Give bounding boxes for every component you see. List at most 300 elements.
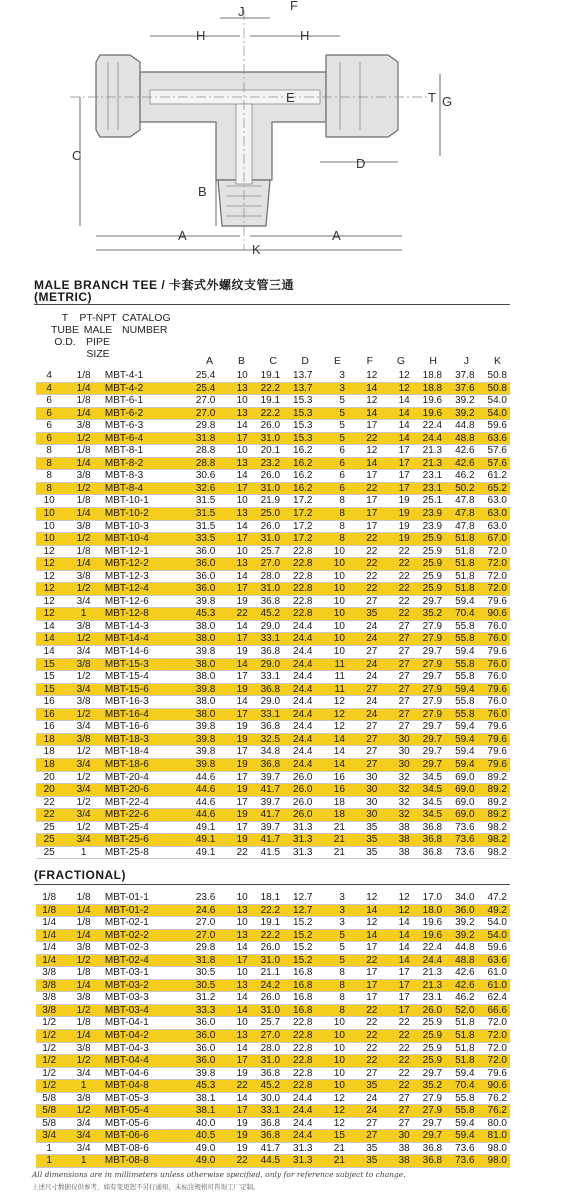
header-catalog-number: CATALOG NUMBER (122, 312, 171, 336)
table-cell: 14 (380, 929, 412, 942)
table-cell: 19 (218, 683, 250, 696)
table-cell: 31.0 (251, 432, 283, 445)
table-cell: 1/4 (62, 979, 105, 992)
table-cell: 59.4 (445, 1130, 477, 1143)
catalog-number-cell: MBT-8-3 (105, 470, 186, 483)
catalog-number-cell: MBT-10-2 (105, 508, 186, 521)
metric-row (36, 809, 510, 822)
metric-row (36, 432, 510, 445)
table-cell: 3/4 (62, 721, 105, 734)
table-cell: 49.1 (186, 846, 218, 859)
catalog-number-cell: MBT-04-4 (105, 1055, 186, 1068)
catalog-number-cell: MBT-01-2 (105, 904, 186, 917)
table-cell: 3 (316, 904, 348, 917)
table-cell: 24 (348, 1092, 380, 1105)
table-cell: 22.8 (283, 558, 315, 571)
table-cell: 27 (348, 758, 380, 771)
catalog-number-cell: MBT-02-1 (105, 917, 186, 930)
table-cell: 22 (380, 1080, 412, 1093)
table-cell: 24.4 (283, 1092, 315, 1105)
table-cell: 35 (348, 1142, 380, 1155)
metric-row (36, 633, 510, 646)
table-cell: 14 (380, 395, 412, 408)
table-cell: 14 (316, 758, 348, 771)
table-cell: 45.3 (186, 1080, 218, 1093)
table-cell: 30.5 (186, 967, 218, 980)
table-cell: 20.1 (251, 445, 283, 458)
header-dim-g: G (396, 355, 405, 367)
table-cell: 51.8 (445, 1042, 477, 1055)
table-cell: 3/4 (62, 1130, 105, 1143)
table-cell: 10 (316, 1055, 348, 1068)
table-cell: 13 (218, 929, 250, 942)
table-cell: 12 (348, 445, 380, 458)
table-cell: 31.8 (186, 954, 218, 967)
table-cell: 12.7 (283, 904, 315, 917)
catalog-number-cell: MBT-05-4 (105, 1105, 186, 1118)
metric-row (36, 482, 510, 495)
header-dim-j: J (463, 355, 469, 367)
table-cell: 22 (380, 1055, 412, 1068)
catalog-number-cell: MBT-15-4 (105, 671, 186, 684)
table-cell: 14 (218, 620, 250, 633)
table-cell: 80.0 (478, 1117, 510, 1130)
metric-row (36, 558, 510, 571)
table-cell: 59.4 (445, 733, 477, 746)
table-cell: 1/2 (36, 1030, 62, 1043)
table-cell: 26.0 (251, 520, 283, 533)
table-cell: 24.4 (283, 708, 315, 721)
table-cell: 69.0 (445, 771, 477, 784)
table-cell: 44.6 (186, 771, 218, 784)
table-cell: 22 (218, 1080, 250, 1093)
table-cell: 27.9 (413, 696, 445, 709)
catalog-number-cell: MBT-03-2 (105, 979, 186, 992)
table-cell: 19 (218, 595, 250, 608)
table-cell: 59.4 (445, 721, 477, 734)
table-cell: 1/8 (62, 495, 105, 508)
table-cell: 3/4 (62, 595, 105, 608)
table-cell: 10 (316, 1080, 348, 1093)
table-cell: 79.6 (478, 733, 510, 746)
table-cell: 21 (316, 1142, 348, 1155)
table-cell: 42.6 (445, 457, 477, 470)
table-cell: 10 (218, 395, 250, 408)
table-cell: 63.6 (478, 432, 510, 445)
metric-row (36, 495, 510, 508)
table-cell: 21 (316, 1155, 348, 1168)
table-cell: 6 (36, 407, 62, 420)
table-cell: 55.8 (445, 633, 477, 646)
table-cell: 17 (348, 979, 380, 992)
catalog-number-cell: MBT-04-3 (105, 1042, 186, 1055)
table-cell: 38.1 (186, 1105, 218, 1118)
table-cell: 69.0 (445, 796, 477, 809)
table-cell: 3/4 (62, 758, 105, 771)
table-cell: 39.8 (186, 595, 218, 608)
dim-label-a-right: A (332, 228, 341, 243)
table-cell: 59.4 (445, 1067, 477, 1080)
table-cell: 3/8 (36, 1004, 62, 1017)
table-cell: 37.6 (445, 382, 477, 395)
table-cell: 6 (316, 445, 348, 458)
metric-row (36, 583, 510, 596)
table-cell: 22.4 (413, 420, 445, 433)
table-cell: 30 (348, 784, 380, 797)
table-cell: 4 (36, 382, 62, 395)
table-cell: 31.0 (251, 1055, 283, 1068)
table-cell: 41.7 (251, 809, 283, 822)
metric-row (36, 407, 510, 420)
catalog-number-cell: MBT-10-1 (105, 495, 186, 508)
metric-row (36, 545, 510, 558)
table-cell: 24.4 (283, 683, 315, 696)
table-cell: 10 (316, 620, 348, 633)
table-cell: 14 (348, 382, 380, 395)
metric-table (36, 370, 510, 859)
table-cell: 17 (380, 967, 412, 980)
table-cell: 31.3 (283, 821, 315, 834)
table-cell: 10 (36, 520, 62, 533)
table-cell: 73.6 (445, 821, 477, 834)
table-cell: 27.0 (186, 929, 218, 942)
table-cell: 27 (348, 1130, 380, 1143)
table-cell: 17 (218, 633, 250, 646)
table-cell: 76.0 (478, 671, 510, 684)
table-cell: 8 (316, 495, 348, 508)
table-cell: 29.8 (186, 942, 218, 955)
header-dim-a: A (205, 355, 213, 367)
table-cell: 22.2 (251, 929, 283, 942)
table-cell: 16 (36, 721, 62, 734)
metric-row (36, 784, 510, 797)
table-cell: 22 (348, 570, 380, 583)
table-cell: 14 (218, 1042, 250, 1055)
metric-row (36, 457, 510, 470)
table-cell: 30 (348, 809, 380, 822)
table-cell: 1/4 (62, 457, 105, 470)
table-cell: 3/4 (62, 1142, 105, 1155)
catalog-number-cell: MBT-8-4 (105, 482, 186, 495)
fractional-row (36, 1067, 510, 1080)
table-cell: 12.7 (283, 892, 315, 904)
table-cell: 38.0 (186, 696, 218, 709)
table-cell: 14 (218, 1004, 250, 1017)
table-cell: 24.6 (186, 904, 218, 917)
table-cell: 12 (348, 395, 380, 408)
table-cell: 32 (380, 784, 412, 797)
table-cell: 24 (348, 658, 380, 671)
table-cell: 3 (316, 382, 348, 395)
table-cell: 17 (348, 992, 380, 1005)
table-cell: 1/2 (36, 1017, 62, 1030)
table-cell: 42.6 (445, 967, 477, 980)
table-cell: 16.2 (283, 470, 315, 483)
table-cell: 24.4 (283, 758, 315, 771)
table-cell: 14 (380, 954, 412, 967)
table-cell: 11 (316, 683, 348, 696)
table-cell: 1/8 (62, 917, 105, 930)
table-cell: 5 (316, 929, 348, 942)
table-cell: 30.5 (186, 979, 218, 992)
table-cell: 22 (380, 570, 412, 583)
table-cell: 26.0 (251, 470, 283, 483)
table-cell: 38 (380, 1142, 412, 1155)
table-cell: 14 (348, 407, 380, 420)
table-cell: 26.0 (413, 1004, 445, 1017)
fractional-row (36, 967, 510, 980)
table-cell: 25.9 (413, 558, 445, 571)
table-cell: 5 (316, 407, 348, 420)
table-cell: 22 (218, 846, 250, 859)
table-cell: 1/2 (62, 633, 105, 646)
table-cell: 29.7 (413, 746, 445, 759)
table-cell: 23.9 (413, 520, 445, 533)
table-cell: 22.8 (283, 1017, 315, 1030)
table-cell: 39.7 (251, 796, 283, 809)
table-cell: 28.0 (251, 1042, 283, 1055)
table-cell: 36.8 (251, 1117, 283, 1130)
table-cell: 47.8 (445, 508, 477, 521)
table-cell: 14 (36, 633, 62, 646)
table-cell: 51.8 (445, 570, 477, 583)
table-cell: 62.4 (478, 992, 510, 1005)
table-cell: 52.0 (445, 1004, 477, 1017)
table-cell: 13 (218, 979, 250, 992)
table-cell: 19 (218, 1130, 250, 1143)
table-cell: 72.0 (478, 558, 510, 571)
table-cell: 22.8 (283, 1055, 315, 1068)
table-cell: 37.8 (445, 370, 477, 382)
table-cell: 16 (316, 771, 348, 784)
table-cell: 1/4 (36, 917, 62, 930)
table-cell: 14 (380, 407, 412, 420)
table-cell: 19 (218, 733, 250, 746)
table-cell: 38 (380, 1155, 412, 1168)
table-cell: 23.2 (251, 457, 283, 470)
table-cell: 29.7 (413, 646, 445, 659)
table-cell: 40.5 (186, 1130, 218, 1143)
catalog-number-cell: MBT-03-1 (105, 967, 186, 980)
metric-row (36, 696, 510, 709)
metric-row (36, 834, 510, 847)
table-cell: 15.2 (283, 954, 315, 967)
table-cell: 18 (36, 746, 62, 759)
table-cell: 35 (348, 608, 380, 621)
table-cell: 27 (348, 746, 380, 759)
table-cell: 23.6 (186, 892, 218, 904)
table-cell: 15.3 (283, 420, 315, 433)
catalog-number-cell: MBT-06-6 (105, 1130, 186, 1143)
table-cell: 31.5 (186, 520, 218, 533)
table-cell: 5 (316, 432, 348, 445)
table-cell: 1 (62, 608, 105, 621)
table-cell: 1 (62, 1155, 105, 1168)
table-cell: 10 (316, 570, 348, 583)
table-cell: 25.4 (186, 382, 218, 395)
catalog-number-cell: MBT-08-6 (105, 1142, 186, 1155)
table-cell: 69.0 (445, 809, 477, 822)
table-cell: 48.8 (445, 954, 477, 967)
table-cell: 31.0 (251, 583, 283, 596)
table-cell: 59.4 (445, 646, 477, 659)
table-cell: 34.8 (251, 746, 283, 759)
table-cell: 3 (316, 370, 348, 382)
table-cell: 17 (218, 482, 250, 495)
table-cell: 55.8 (445, 1092, 477, 1105)
table-cell: 17.2 (283, 508, 315, 521)
table-cell: 1/4 (62, 558, 105, 571)
table-cell: 3/4 (62, 1117, 105, 1130)
table-cell: 38.0 (186, 708, 218, 721)
table-cell: 79.6 (478, 1067, 510, 1080)
table-cell: 34.5 (413, 809, 445, 822)
table-cell: 21 (316, 821, 348, 834)
table-cell: 22 (348, 583, 380, 596)
catalog-number-cell: MBT-14-4 (105, 633, 186, 646)
table-cell: 76.0 (478, 708, 510, 721)
table-cell: 98.0 (478, 1142, 510, 1155)
table-cell: 27 (348, 733, 380, 746)
table-cell: 57.6 (478, 457, 510, 470)
fractional-row (36, 892, 510, 904)
table-cell: 19.1 (251, 395, 283, 408)
table-cell: 16.8 (283, 967, 315, 980)
table-cell: 15 (316, 1130, 348, 1143)
table-cell: 10 (36, 495, 62, 508)
table-cell: 65.2 (478, 482, 510, 495)
table-cell: 10 (218, 917, 250, 930)
table-cell: 29.8 (186, 420, 218, 433)
table-cell: 16.2 (283, 445, 315, 458)
table-cell: 36.8 (413, 821, 445, 834)
table-cell: 47.8 (445, 495, 477, 508)
metric-row (36, 520, 510, 533)
table-cell: 1/4 (62, 929, 105, 942)
metric-row (36, 821, 510, 834)
table-cell: 15.2 (283, 942, 315, 955)
table-cell: 38.0 (186, 633, 218, 646)
table-cell: 55.8 (445, 671, 477, 684)
table-cell: 26.0 (251, 420, 283, 433)
table-cell: 29.7 (413, 733, 445, 746)
header-dim-c: C (269, 355, 277, 367)
table-cell: 13 (218, 558, 250, 571)
table-cell: 1/4 (36, 942, 62, 955)
fractional-row (36, 904, 510, 917)
metric-row (36, 595, 510, 608)
catalog-number-cell: MBT-10-4 (105, 533, 186, 546)
table-cell: 57.6 (478, 445, 510, 458)
table-cell: 27 (348, 1117, 380, 1130)
table-cell: 19.6 (413, 407, 445, 420)
table-cell: 22 (380, 545, 412, 558)
table-cell: 17 (348, 967, 380, 980)
table-cell: 17 (218, 746, 250, 759)
table-cell: 3/8 (62, 470, 105, 483)
table-cell: 50.8 (478, 382, 510, 395)
table-cell: 44.5 (251, 1155, 283, 1168)
table-cell: 8 (316, 967, 348, 980)
table-cell: 18 (36, 733, 62, 746)
table-cell: 41.7 (251, 1142, 283, 1155)
table-cell: 1/8 (62, 370, 105, 382)
table-cell: 45.2 (251, 608, 283, 621)
table-cell: 14 (380, 917, 412, 930)
table-cell: 19.1 (251, 917, 283, 930)
table-cell: 59.4 (445, 595, 477, 608)
table-cell: 73.6 (445, 1142, 477, 1155)
table-cell: 18.0 (413, 904, 445, 917)
table-cell: 38 (380, 834, 412, 847)
catalog-number-cell: MBT-10-3 (105, 520, 186, 533)
dim-label-j: J (238, 4, 245, 19)
table-cell: 19.6 (413, 395, 445, 408)
table-cell: 12 (36, 583, 62, 596)
catalog-number-cell: MBT-04-6 (105, 1067, 186, 1080)
table-cell: 47.2 (478, 892, 510, 904)
table-cell: 12 (348, 917, 380, 930)
table-cell: 21 (316, 846, 348, 859)
table-cell: 51.8 (445, 1055, 477, 1068)
dim-label-g: G (442, 94, 453, 109)
table-cell: 17 (218, 771, 250, 784)
table-cell: 24.4 (413, 954, 445, 967)
table-cell: 3/8 (36, 979, 62, 992)
table-cell: 25.9 (413, 533, 445, 546)
table-cell: 13.7 (283, 370, 315, 382)
divider (34, 884, 510, 885)
table-cell: 17 (380, 482, 412, 495)
table-cell: 12 (380, 904, 412, 917)
table-cell: 17 (348, 942, 380, 955)
table-cell: 16 (36, 696, 62, 709)
table-cell: 3/8 (62, 1042, 105, 1055)
table-cell: 36.8 (251, 646, 283, 659)
table-cell: 73.6 (445, 846, 477, 859)
table-cell: 70.4 (445, 608, 477, 621)
table-cell: 36.8 (251, 758, 283, 771)
table-cell: 6 (36, 395, 62, 408)
table-cell: 89.2 (478, 771, 510, 784)
table-cell: 12 (316, 721, 348, 734)
metric-row (36, 733, 510, 746)
table-cell: 25.9 (413, 570, 445, 583)
table-cell: 24 (348, 696, 380, 709)
table-cell: 13 (218, 457, 250, 470)
fractional-row (36, 992, 510, 1005)
header-pipe-size: PT-NPT MALE PIPE SIZE (79, 312, 117, 360)
table-cell: 72.0 (478, 570, 510, 583)
table-cell: 12 (36, 570, 62, 583)
table-cell: 14 (348, 904, 380, 917)
table-cell: 34.0 (445, 892, 477, 904)
table-cell: 1/2 (62, 821, 105, 834)
table-cell: 13 (218, 407, 250, 420)
table-cell: 29.7 (413, 1130, 445, 1143)
table-cell: 12 (36, 608, 62, 621)
table-cell: 22 (348, 482, 380, 495)
table-cell: 31.0 (251, 482, 283, 495)
table-cell: 29.7 (413, 1067, 445, 1080)
table-cell: 33.5 (186, 533, 218, 546)
table-cell: 14 (218, 520, 250, 533)
table-cell: 19 (380, 533, 412, 546)
table-cell: 25.9 (413, 545, 445, 558)
table-cell: 14 (36, 620, 62, 633)
catalog-number-cell: MBT-25-4 (105, 821, 186, 834)
table-cell: 3/8 (62, 696, 105, 709)
